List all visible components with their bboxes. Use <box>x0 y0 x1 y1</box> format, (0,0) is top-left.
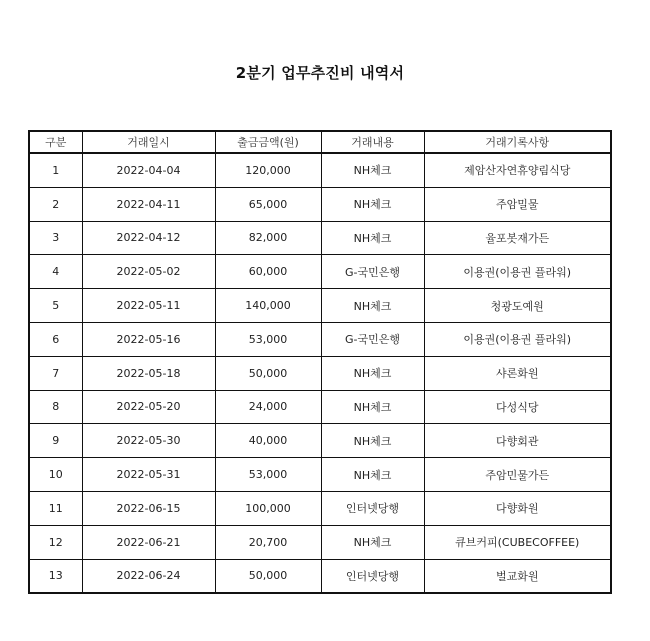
cell-amount: 20,700 <box>215 525 321 559</box>
cell-date: 2022-05-02 <box>82 255 215 289</box>
cell-no: 4 <box>29 255 82 289</box>
cell-description: 주암민물가든 <box>424 458 611 492</box>
header-date: 거래일시 <box>82 131 215 153</box>
table-row <box>29 322 611 356</box>
cell-no: 1 <box>29 153 82 187</box>
cell-date: 2022-05-11 <box>82 289 215 323</box>
cell-type: NH체크 <box>321 153 424 187</box>
expense-table-container <box>28 130 610 594</box>
cell-no: 10 <box>29 458 82 492</box>
cell-description: 다향회관 <box>424 424 611 458</box>
cell-amount: 50,000 <box>215 559 321 593</box>
header-no: 구분 <box>29 131 82 153</box>
cell-no: 11 <box>29 491 82 525</box>
cell-no: 6 <box>29 322 82 356</box>
table-row <box>29 424 611 458</box>
cell-date: 2022-04-04 <box>82 153 215 187</box>
cell-description: 제암산자연휴양림식당 <box>424 153 611 187</box>
cell-description: 벌교화원 <box>424 559 611 593</box>
cell-description: 샤론화원 <box>424 356 611 390</box>
cell-description: 이용권(이용권 플라워) <box>424 255 611 289</box>
cell-date: 2022-06-15 <box>82 491 215 525</box>
cell-no: 12 <box>29 525 82 559</box>
cell-type: NH체크 <box>321 424 424 458</box>
document-title: 2분기 업무추진비 내역서 <box>235 64 405 82</box>
cell-description: 율포봇재가든 <box>424 221 611 255</box>
cell-no: 13 <box>29 559 82 593</box>
table-row <box>29 356 611 390</box>
cell-date: 2022-05-31 <box>82 458 215 492</box>
cell-type: G-국민은행 <box>321 255 424 289</box>
table-row <box>29 458 611 492</box>
cell-type: NH체크 <box>321 458 424 492</box>
cell-no: 9 <box>29 424 82 458</box>
cell-date: 2022-04-11 <box>82 187 215 221</box>
cell-type: NH체크 <box>321 390 424 424</box>
cell-amount: 40,000 <box>215 424 321 458</box>
cell-type: NH체크 <box>321 187 424 221</box>
table-header <box>29 131 611 153</box>
cell-date: 2022-05-30 <box>82 424 215 458</box>
cell-no: 5 <box>29 289 82 323</box>
cell-no: 3 <box>29 221 82 255</box>
cell-date: 2022-06-21 <box>82 525 215 559</box>
cell-date: 2022-05-16 <box>82 322 215 356</box>
table-row <box>29 390 611 424</box>
cell-type: 인터넷당행 <box>321 559 424 593</box>
cell-amount: 50,000 <box>215 356 321 390</box>
table-row <box>29 289 611 323</box>
table-body <box>29 153 611 593</box>
header-amount: 출금금액(원) <box>215 131 321 153</box>
cell-description: 다성식당 <box>424 390 611 424</box>
cell-amount: 60,000 <box>215 255 321 289</box>
cell-amount: 24,000 <box>215 390 321 424</box>
cell-type: NH체크 <box>321 356 424 390</box>
cell-description: 이용권(이용권 플라워) <box>424 322 611 356</box>
cell-amount: 53,000 <box>215 458 321 492</box>
cell-amount: 82,000 <box>215 221 321 255</box>
header-type: 거래내용 <box>321 131 424 153</box>
cell-type: NH체크 <box>321 289 424 323</box>
cell-date: 2022-04-12 <box>82 221 215 255</box>
cell-type: 인터넷당행 <box>321 491 424 525</box>
cell-date: 2022-06-24 <box>82 559 215 593</box>
cell-type: NH체크 <box>321 221 424 255</box>
expense-table <box>28 130 612 594</box>
table-row <box>29 255 611 289</box>
cell-description: 다향화원 <box>424 491 611 525</box>
cell-no: 8 <box>29 390 82 424</box>
header-row <box>29 131 611 153</box>
cell-type: NH체크 <box>321 525 424 559</box>
cell-no: 7 <box>29 356 82 390</box>
cell-amount: 65,000 <box>215 187 321 221</box>
table-row <box>29 187 611 221</box>
header-description: 거래기록사항 <box>424 131 611 153</box>
cell-date: 2022-05-18 <box>82 356 215 390</box>
cell-type: G-국민은행 <box>321 322 424 356</box>
cell-amount: 140,000 <box>215 289 321 323</box>
table-row <box>29 491 611 525</box>
table-row <box>29 153 611 187</box>
cell-amount: 53,000 <box>215 322 321 356</box>
cell-date: 2022-05-20 <box>82 390 215 424</box>
table-row <box>29 525 611 559</box>
cell-no: 2 <box>29 187 82 221</box>
cell-amount: 100,000 <box>215 491 321 525</box>
cell-description: 주암밀물 <box>424 187 611 221</box>
cell-description: 큐브커피(CUBECOFFEE) <box>424 525 611 559</box>
cell-amount: 120,000 <box>215 153 321 187</box>
table-row <box>29 559 611 593</box>
table-row <box>29 221 611 255</box>
cell-description: 청광도예원 <box>424 289 611 323</box>
